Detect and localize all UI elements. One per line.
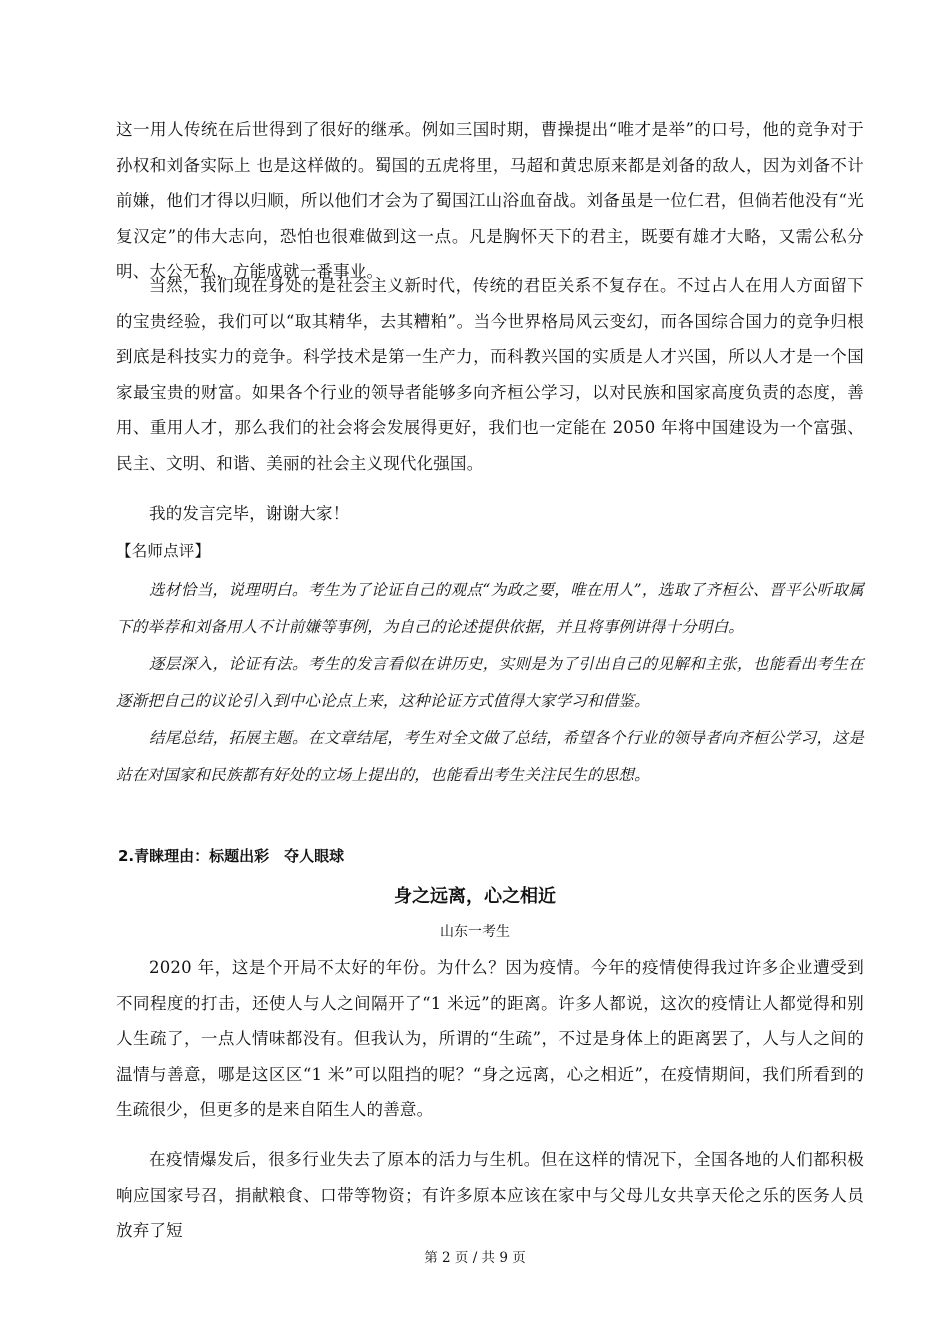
paragraph-text: 当然，我们现在身处的是社会主义新时代，传统的君臣关系不复存在。不过占人在用人方面留下的宝贵经验，我们可以“取其精华，去其糟粕”。当今世界格局风云变幻，而各国综合国力的竞争归根到底是科技实力的竞争。科学技术是第一生产力，而科教兴国的实质是人才兴国，所以人才是一个国家最宝贵的财富。如果各个行业的领导者能够多向齐桓公学习，以对民族和国家高度负责的态度，善用、重用人才，那么我们的社会将会发展得更好，我们也一定能在 2050 年将中国建设为一个富强、民主、文明、和谐、美丽的社会主义现代化强国。 [116,276,864,473]
review-paragraph-3 [116,720,864,794]
essay-paragraph-2 [116,1142,864,1249]
section-label: 2.青睐理由：标题出彩 夺人眼球 [118,847,345,865]
page-number: 第 2 页 / 共 9 页 [424,1250,526,1266]
closing-line [116,496,864,532]
paragraph-text: 在疫情爆发后，很多行业失去了原本的活力与生机。但在这样的情况下，全国各地的人们都积极响应国家号召，捐献粮食、口带等物资；有许多原本应该在家中与父母儿女共享天伦之乐的医务人员放弃了短 [116,1150,864,1240]
paragraph-text: 这一用人传统在后世得到了很好的继承。例如三国时期，曹操提出“唯才是举”的口号，他的竞争对于孙权和刘备实际上 也是这样做的。蜀国的五虎将里，马超和黄忠原来都是刘备的敌人，因为刘备不计前嫌，他们才得以归顺，所以他们才会为了蜀国江山浴血奋战。刘备虽是一位仁君，但倘若他没有“光复汉定”的伟大志向，恐怕也很难做到这一点。凡是胸怀天下的君主，既要有雄才大略，又需公私分明、大公无私，方能成就一番事业。 [116,120,864,281]
review-text: 结尾总结，拓展主题。在文章结尾，考生对全文做了总结，希望各个行业的领导者向齐桓公学习，这是站在对国家和民族都有好处的立场上提出的，也能看出考生关注民生的思想。 [116,729,864,784]
review-text: 逐层深入，论证有法。考生的发言看似在讲历史，实则是为了引出自己的见解和主张，也能看出考生在逐渐把自己的议论引入到中心论点上来，这种论证方式值得大家学习和借鉴。 [116,655,864,710]
paragraph-text: 我的发言完毕，谢谢大家！ [149,504,350,523]
essay-title: 身之远离，心之相近 [394,886,556,907]
body-paragraph-1 [116,112,864,290]
paragraph-text: 2020 年，这是个开局不太好的年份。为什么？因为疫情。今年的疫情使得我过许多企业遭受到不同程度的打击，还使人与人之间隔开了“1 米远”的距离。许多人都说，这次的疫情让人都觉得和别人生疏了，一点人情味都没有。但我认为，所谓的“生疏”，不过是身体上的距离罢了，人与人之间的温情与善意，哪是这区区“1 米”可以阻挡的呢？“身之远离，心之相近”，在疫情期间，我们所看到的生疏很少，但更多的是来自陌生人的善意。 [116,958,864,1119]
essay-author: 山东一考生 [440,924,510,940]
review-paragraph-1 [116,572,864,646]
review-header [116,534,864,570]
essay-paragraph-1 [116,950,864,1128]
body-paragraph-2 [116,268,864,481]
review-header-text: 【名师点评】 [116,542,211,560]
review-text: 选材恰当，说理明白。考生为了论证自己的观点“为政之要，唯在用人”，选取了齐桓公、晋平公听取属下的举荐和刘备用人不计前嫌等事例，为自己的论述提供依据，并且将事例讲得十分明白。 [116,581,864,636]
review-paragraph-2 [116,646,864,720]
